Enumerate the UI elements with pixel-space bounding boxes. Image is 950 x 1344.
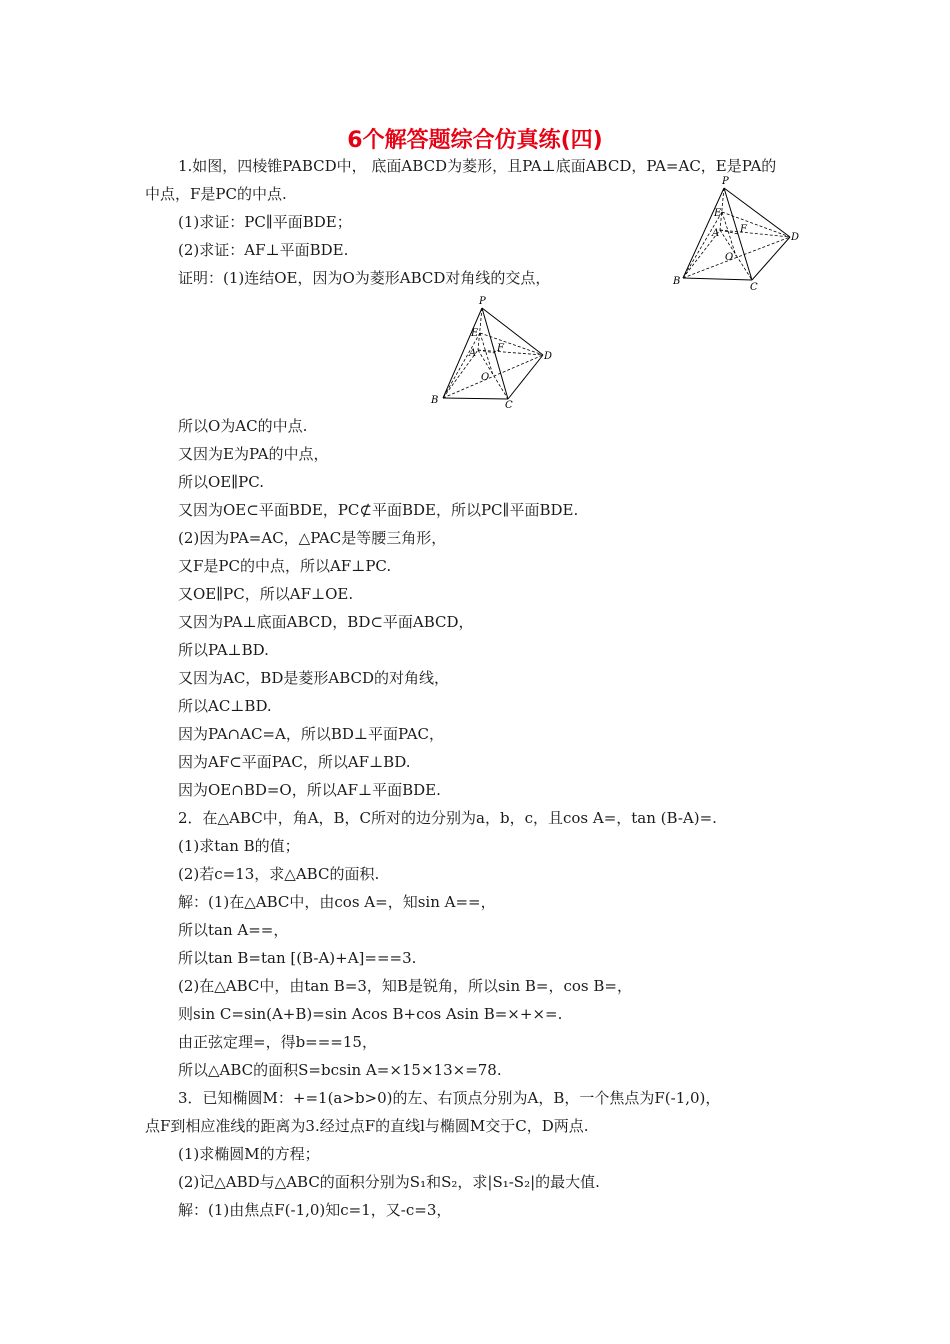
label-a: A	[712, 228, 720, 239]
label-a: A	[469, 348, 477, 359]
pyramid-figure	[670, 172, 810, 292]
label-p: P	[722, 176, 729, 187]
label-o: O	[481, 372, 490, 383]
text-line: 又因为OE⊂平面BDE，PC⊄平面BDE，所以PC∥平面BDE.	[178, 501, 579, 519]
label-f: F	[740, 224, 747, 235]
text-line: 又F是PC的中点，所以AF⊥PC.	[178, 557, 392, 575]
text-line: (1)求椭圆M的方程；	[178, 1145, 320, 1163]
page-title: 6个解答题综合仿真练(四)	[347, 128, 603, 153]
text-line: 所以AC⊥BD.	[178, 697, 272, 715]
label-e: E	[471, 328, 479, 339]
label-c: C	[505, 400, 513, 411]
text-line: 所以△ABC的面积S=bcsin A=×15×13×=78.	[178, 1061, 502, 1079]
text-line: 又因为PA⊥底面ABCD，BD⊂平面ABCD，	[178, 613, 474, 631]
text-line: 2．在△ABC中，角A，B，C所对的边分别为a，b，c，且cos A=，tan (B-A)=.	[178, 809, 717, 827]
text-line: 所以PA⊥BD.	[178, 641, 269, 659]
text-line: (2)记△ABD与△ABC的面积分别为S₁和S₂，求|S₁-S₂|的最大值.	[178, 1173, 600, 1191]
text-line: (1)求tan B的值；	[178, 837, 300, 855]
label-b: B	[431, 395, 439, 406]
text-line: 又OE∥PC，所以AF⊥OE.	[178, 585, 354, 603]
text-line: 因为AF⊂平面PAC，所以AF⊥BD.	[178, 753, 411, 771]
text-line: 所以tan A==，	[178, 921, 289, 939]
text-line: 因为OE∩BD=O，所以AF⊥平面BDE.	[178, 781, 441, 799]
text-line: (2)若c=13，求△ABC的面积.	[178, 865, 380, 883]
text-line: (2)在△ABC中，由tan B=3，知B是锐角，所以sin B=，cos B=，	[178, 977, 632, 995]
text-line: 所以O为AC的中点.	[178, 417, 308, 435]
label-e: E	[714, 208, 722, 219]
text-line: 解：(1)由焦点F(-1,0)知c=1，又-c=3，	[178, 1201, 452, 1219]
text-line: (1)求证：PC∥平面BDE；	[178, 213, 352, 231]
text-line: 又因为AC，BD是菱形ABCD的对角线，	[178, 669, 449, 687]
text-line: 中点，F是PC的中点.	[145, 185, 287, 203]
text-line: (2)因为PA=AC，△PAC是等腰三角形，	[178, 529, 447, 547]
pyramid-figure	[425, 295, 565, 415]
label-p: P	[479, 296, 486, 307]
text-line: 又因为E为PA的中点，	[178, 445, 329, 463]
text-line: 证明：(1)连结OE，因为O为菱形ABCD对角线的交点，	[178, 269, 551, 287]
text-line: 点F到相应准线的距离为3.经过点F的直线l与椭圆M交于C，D两点.	[145, 1117, 589, 1135]
label-o: O	[725, 252, 734, 263]
label-f: F	[497, 343, 504, 354]
text-line: 则sin C=sin(A+B)=sin Acos B+cos Asin B=×+×=.	[178, 1005, 563, 1023]
text-line: 因为PA∩AC=A，所以BD⊥平面PAC，	[178, 725, 445, 743]
text-line: 3．已知椭圆M：+=1(a>b>0)的左、右顶点分别为A，B，一个焦点为F(-1,0)，	[178, 1089, 721, 1107]
label-d: D	[791, 232, 800, 243]
text-line: 所以tan B=tan [(B-A)+A]===3.	[178, 949, 417, 967]
text-line: (2)求证：AF⊥平面BDE.	[178, 241, 349, 259]
text-line: 由正弦定理=，得b===15，	[178, 1033, 377, 1051]
text-line: 所以OE∥PC.	[178, 473, 264, 491]
label-b: B	[673, 276, 681, 287]
label-c: C	[750, 282, 758, 292]
text-line: 解：(1)在△ABC中，由cos A=，知sin A==，	[178, 893, 496, 911]
label-d: D	[544, 351, 553, 362]
text-line: 1.如图，四棱锥PABCD中， 底面ABCD为菱形，且PA⊥底面ABCD，PA=AC，E是PA的	[178, 157, 777, 175]
